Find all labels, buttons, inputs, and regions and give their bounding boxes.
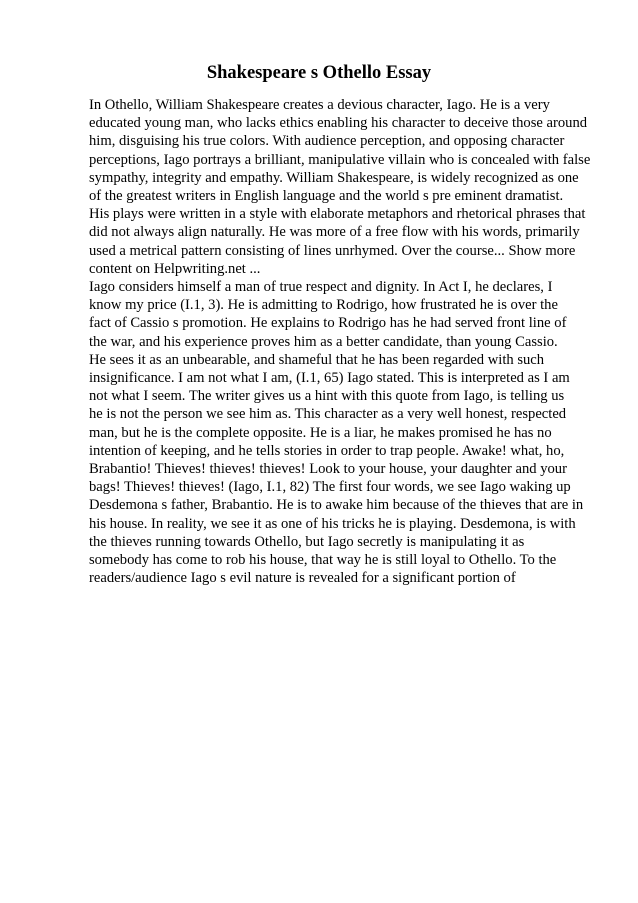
text-line: did not always align naturally. He was more of a free flow with his words, primarily [89, 224, 580, 241]
text-line: insignificance. I am not what I am, (I.1, 65) Iago stated. This is interpreted as I am [89, 370, 570, 387]
text-line: intention of keeping, and he tells stories in order to trap people. Awake! what, ho, [89, 442, 565, 459]
page-title: Shakespeare s Othello Essay [206, 63, 432, 83]
text-line: not what I seem. The writer gives us a hint with this quote from Iago, is telling us [89, 388, 565, 405]
text-line: fact of Cassio s promotion. He explains to Rodrigo has he had served front line of [89, 315, 567, 332]
text-line: content on Helpwriting.net ... [89, 260, 261, 277]
text-line: somebody has come to rob his house, that way he is still loyal to Othello. To the [89, 552, 557, 569]
essay-body [89, 96, 609, 587]
text-line: he is not the person we see him as. This character as a very well honest, respected [89, 406, 567, 423]
text-line: bags! Thieves! thieves! (Iago, I.1, 82) The first four words, we see Iago waking up [89, 479, 571, 496]
text-line: used a metrical pattern consisting of lines unrhymed. Over the course... Show more [89, 242, 576, 259]
text-line: know my price (I.1, 3). He is admitting to Rodrigo, how frustrated he is over the [89, 297, 558, 314]
text-line: him, disguising his true colors. With audience perception, and opposing character [89, 133, 565, 150]
text-line: man, but he is the complete opposite. He is a liar, he makes promised he has no [89, 424, 552, 441]
text-line: He sees it as an unbearable, and shameful that he has been regarded with such [89, 351, 545, 368]
text-line: Iago considers himself a man of true respect and dignity. In Act I, he declares, I [89, 279, 553, 296]
text-line: In Othello, William Shakespeare creates a devious character, Iago. He is a very [89, 97, 550, 113]
text-line: of the greatest writers in English language and the world s pre eminent dramatist. [89, 188, 564, 205]
text-line: the thieves running towards Othello, but Iago secretly is manipulating it as [89, 533, 525, 550]
text-line: perceptions, Iago portrays a brilliant, manipulative villain who is concealed with false [89, 151, 591, 168]
text-line: the war, and his experience proves him as a better candidate, than young Cassio. [89, 333, 558, 350]
text-line: readers/audience Iago s evil nature is revealed for a significant portion of [89, 570, 516, 587]
text-line: His plays were written in a style with elaborate metaphors and rhetorical phrases that [89, 206, 586, 223]
text-line: sympathy, integrity and empathy. William Shakespeare, is widely recognized as one [89, 169, 579, 186]
text-line: his house. In reality, we see it as one of his tricks he is playing. Desdemona, is with [89, 515, 576, 532]
text-line: Desdemona s father, Brabantio. He is to awake him because of the thieves that are in [89, 497, 584, 514]
text-line: Brabantio! Thieves! thieves! thieves! Look to your house, your daughter and your [89, 461, 567, 478]
text-line: educated young man, who lacks ethics enabling his character to deceive those around [89, 115, 588, 132]
